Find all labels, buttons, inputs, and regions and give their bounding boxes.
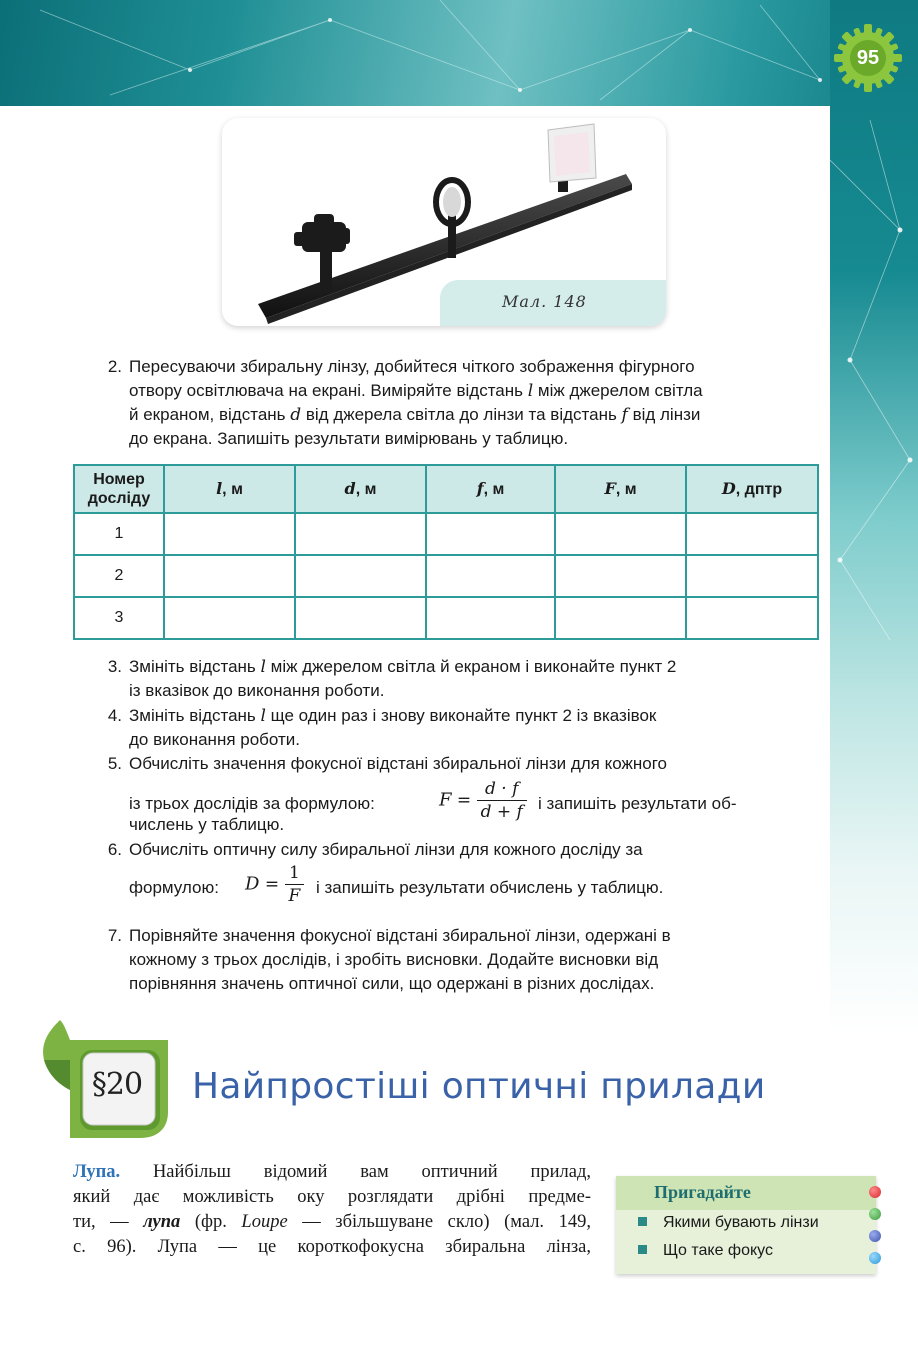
table-cell [164,513,295,555]
table-cell: 3 [74,597,164,639]
side-decorative-band [830,0,918,1360]
top-decorative-band [0,0,918,106]
header-D: D, дптр [686,465,818,513]
header-f: f, м [426,465,555,513]
table-cell [686,597,818,639]
recall-header [616,1176,876,1210]
step-number: 5. [107,754,122,773]
table-cell [686,555,818,597]
body-line-4: с. 96). Лупа — це короткофокусна збиральна лінза, [73,1237,591,1257]
formula-focal-length: F = $\frac{d \cdot f}{d + f}$ [439,778,527,823]
step-6-line-2a: формулою: [129,878,219,897]
table-row [74,597,818,639]
figure-148 [222,118,666,326]
body-line-1: Лупа. Найбільш відомий вам оптичний прилад, [73,1162,591,1182]
step-number: 7. [107,926,122,945]
bullet-square-icon [638,1245,647,1254]
recall-title: Пригадайте [654,1182,751,1202]
step-5-line-2b: і запишіть результати об- [538,794,737,813]
step-4-line-1: Змініть відстань l ще один раз і знову виконайте пункт 2 із вказівок [129,706,657,726]
bullet-square-icon [638,1217,647,1226]
formula-optical-power: D = $\frac{1}{F}$ [245,862,304,907]
table-cell: 1 [74,513,164,555]
step-7-line-2: кожному з трьох дослідів, і зробіть висновки. Додайте висновки від [129,950,659,969]
step-2-line-4: до екрана. Запишіть результати вимірювань у таблицю. [129,429,569,448]
table-header-row [74,465,818,513]
step-2-line-3: й екраном, відстань d від джерела світла до лінзи та відстань f від лінзи [129,405,701,425]
table-cell [164,555,295,597]
green-dot-icon [869,1208,881,1220]
table-cell [555,513,686,555]
page-number: 95 [856,47,880,69]
step-number: 4. [107,706,122,725]
light-blue-dot-icon [869,1252,881,1264]
step-number: 3. [107,657,122,676]
step-5-line-2a: із трьох дослідів за формулою: [129,794,375,813]
step-number: 2. [107,357,122,376]
table-cell [426,555,555,597]
table-cell [295,555,426,597]
section-number: §20 [91,1067,143,1102]
blue-dot-icon [869,1230,881,1242]
table-cell [295,597,426,639]
table-cell [555,555,686,597]
table-cell: 2 [74,555,164,597]
step-number: 6. [107,840,122,859]
network-pattern-icon [0,0,918,106]
figure-caption: Мал. 148 [502,292,587,311]
recall-item: Якими бувають лінзи [638,1214,819,1232]
header-l: l, м [164,465,295,513]
step-2-line-2: отвору освітлювача на екрані. Виміряйте відстань l між джерелом світла [129,381,703,401]
body-line-2: який дає можливість оку розглядати дрібні предме- [73,1187,591,1207]
step-6-line-1: Обчисліть оптичну силу збиральної лінзи для кожного досліду за [129,840,643,859]
header-d: d, м [295,465,426,513]
table-cell [164,597,295,639]
figure-caption-box [440,280,666,326]
step-6-line-2b: і запишіть результати обчислень у таблицю. [316,878,664,897]
measurement-table [73,464,819,640]
step-7-line-3: порівняння значень оптичної сили, що одержані в різних дослідах. [129,974,655,993]
recall-item: Що таке фокус [638,1242,773,1260]
section-title: Найпростіші оптичні прилади [192,1066,766,1107]
step-5-line-1: Обчисліть значення фокусної відстані збиральної лінзи для кожного [129,754,667,773]
table-cell [686,513,818,555]
step-5-line-3: числень у таблицю. [129,815,285,834]
step-2-line-1: Пересуваючи збиральну лінзу, добийтеся чіткого зображення фігурного [129,357,695,376]
red-dot-icon [869,1186,881,1198]
page-number-badge [832,22,904,94]
step-7-line-1: Порівняйте значення фокусної відстані збиральної лінзи, одержані в [129,926,671,945]
header-F: F, м [555,465,686,513]
body-line-3: ти, — лупа (фр. Loupe — збільшуване скло) (мал. 149, [73,1212,591,1232]
step-3-line-1: Змініть відстань l між джерелом світла й екраном і виконайте пункт 2 [129,657,677,677]
table-row [74,555,818,597]
side-network-icon [830,0,918,1360]
table-cell [426,597,555,639]
recall-box [616,1176,876,1274]
table-cell [295,513,426,555]
table-cell [426,513,555,555]
step-4-line-2: до виконання роботи. [129,730,300,749]
header-experiment-number: Номер досліду [74,465,164,513]
table-cell [555,597,686,639]
body-paragraph [73,1160,591,1260]
step-3-line-2: із вказівок до виконання роботи. [129,681,385,700]
table-row [74,513,818,555]
